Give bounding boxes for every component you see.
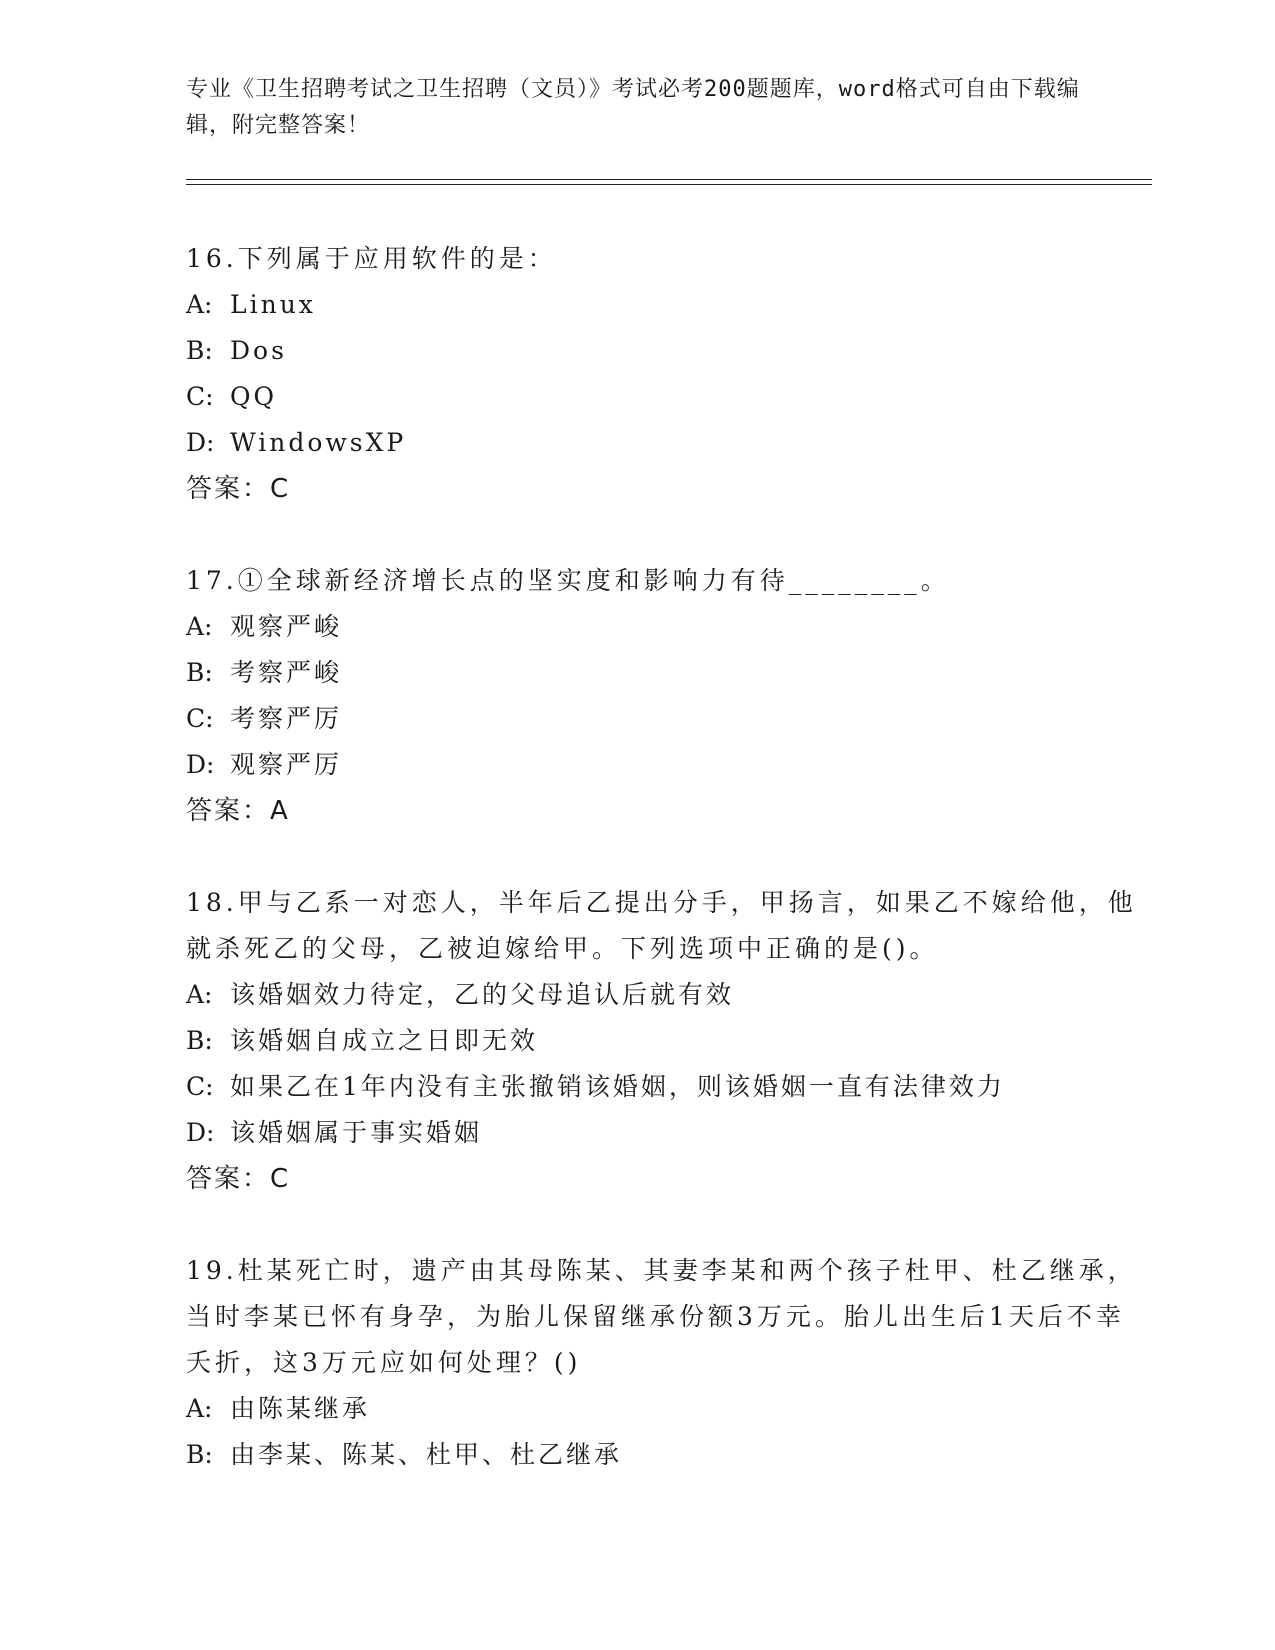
option-letter: C: — [186, 1072, 214, 1101]
option-text: 考察严厉 — [230, 704, 343, 733]
option-a — [186, 604, 1152, 650]
option-letter: D: — [186, 1118, 215, 1147]
option-text: Dos — [230, 336, 287, 365]
option-text: Linux — [230, 290, 316, 319]
document-header: 专业《卫生招聘考试之卫生招聘（文员）》考试必考200题题库，word格式可自由下载编辑，附完整答案！ — [186, 77, 1080, 138]
answer-line: 答案：C — [186, 474, 291, 504]
option-d — [186, 742, 1152, 788]
option-b — [186, 1432, 1152, 1478]
option-letter: C: — [186, 382, 214, 411]
question-list — [186, 236, 1152, 1524]
option-d — [186, 420, 1152, 466]
question-16 — [186, 236, 1152, 512]
option-a — [186, 282, 1152, 328]
option-text: 该婚姻效力待定，乙的父母追认后就有效 — [230, 980, 735, 1009]
option-letter: A: — [186, 290, 213, 319]
question-stem: 19.杜某死亡时，遗产由其母陈某、其妻李某和两个孩子杜甲、杜乙继承，当时李某已怀有身孕，为胎儿保留继承份额3万元。胎儿出生后1天后不幸夭折，这3万元应如何处理？() — [186, 1256, 1137, 1377]
question-stem: 18.甲与乙系一对恋人，半年后乙提出分手，甲扬言，如果乙不嫁给他，他就杀死乙的父母，乙被迫嫁给甲。下列选项中正确的是()。 — [186, 888, 1137, 963]
option-b — [186, 328, 1152, 374]
answer-line: 答案：C — [186, 1164, 291, 1194]
option-a — [186, 1386, 1152, 1432]
option-d — [186, 1110, 1152, 1156]
option-text: 如果乙在1年内没有主张撤销该婚姻，则该婚姻一直有法律效力 — [230, 1072, 1005, 1101]
option-text: 由李某、陈某、杜甲、杜乙继承 — [230, 1440, 623, 1469]
option-text: WindowsXP — [230, 428, 407, 457]
option-text: 观察严峻 — [230, 612, 343, 641]
option-b — [186, 1018, 1152, 1064]
answer-line: 答案：A — [186, 796, 290, 826]
option-text: 该婚姻属于事实婚姻 — [230, 1118, 483, 1147]
option-letter: B: — [186, 658, 213, 687]
option-c — [186, 1064, 1152, 1110]
question-stem: 17.①全球新经济增长点的坚实度和影响力有待________。 — [186, 566, 950, 595]
option-c — [186, 696, 1152, 742]
option-a — [186, 972, 1152, 1018]
option-text: 观察严厉 — [230, 750, 343, 779]
option-text: 考察严峻 — [230, 658, 343, 687]
option-letter: D: — [186, 750, 215, 779]
option-text: 由陈某继承 — [230, 1394, 371, 1423]
option-text: QQ — [230, 382, 277, 411]
option-c — [186, 374, 1152, 420]
option-letter: C: — [186, 704, 214, 733]
option-b — [186, 650, 1152, 696]
question-19 — [186, 1248, 1152, 1478]
option-letter: B: — [186, 1026, 213, 1055]
option-letter: A: — [186, 612, 213, 641]
header-divider-bottom — [186, 184, 1152, 185]
option-text: 该婚姻自成立之日即无效 — [230, 1026, 539, 1055]
option-letter: B: — [186, 336, 213, 365]
header-divider-top — [186, 179, 1152, 180]
question-stem: 16.下列属于应用软件的是： — [186, 244, 557, 273]
question-17 — [186, 558, 1152, 834]
option-letter: A: — [186, 1394, 213, 1423]
option-letter: B: — [186, 1440, 213, 1469]
option-letter: A: — [186, 980, 213, 1009]
question-18 — [186, 880, 1152, 1202]
option-letter: D: — [186, 428, 215, 457]
